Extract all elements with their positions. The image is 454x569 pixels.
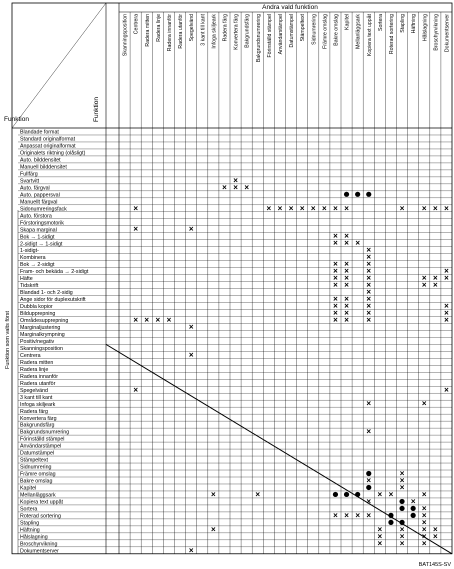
x-mark: × xyxy=(310,203,316,213)
x-mark: × xyxy=(444,315,449,325)
x-mark: × xyxy=(344,231,349,241)
x-mark: × xyxy=(344,510,349,520)
x-mark: × xyxy=(277,203,283,213)
x-mark: × xyxy=(133,315,138,325)
column-label: Bakre omslag xyxy=(333,14,340,46)
x-mark: × xyxy=(344,301,349,311)
x-mark: × xyxy=(421,524,427,534)
x-mark: × xyxy=(333,315,338,325)
column-labels xyxy=(123,13,451,62)
x-mark: × xyxy=(333,231,338,241)
row-label: Radera innanför xyxy=(20,373,58,380)
x-mark: × xyxy=(333,510,338,520)
row-label: Bildupprepning xyxy=(20,311,56,318)
row-label: Sidonumreringsfack xyxy=(20,206,67,213)
x-mark: × xyxy=(333,280,338,290)
x-mark: × xyxy=(366,280,372,290)
x-mark: × xyxy=(133,203,138,213)
side-caption: Funktion som valts först xyxy=(5,310,11,370)
row-label: Stämpeltext xyxy=(20,457,48,464)
row-label: Blandad 1- och 2-sidig xyxy=(20,290,73,297)
x-mark: × xyxy=(188,322,194,332)
row-label: Radera mitten xyxy=(20,359,54,366)
x-mark: × xyxy=(344,203,349,213)
x-mark: × xyxy=(333,273,338,283)
row-label: Radera färg xyxy=(20,408,48,415)
x-mark: × xyxy=(211,524,216,534)
x-mark: × xyxy=(266,203,272,213)
dot-mark xyxy=(366,485,371,490)
x-mark: × xyxy=(188,224,194,234)
row-label: Skapa marginal xyxy=(20,227,57,234)
column-label: Radera utanför xyxy=(178,14,185,49)
dot-mark xyxy=(399,506,404,511)
x-mark: × xyxy=(155,315,161,325)
x-mark: × xyxy=(333,238,338,248)
x-mark: × xyxy=(421,531,427,541)
x-mark: × xyxy=(344,266,349,276)
column-label: Stämpeltext xyxy=(300,14,307,42)
row-label: Auto. förstora xyxy=(20,213,52,220)
x-mark: × xyxy=(133,385,138,395)
row-label: Svartvitt xyxy=(20,178,40,185)
x-mark: × xyxy=(421,517,427,527)
row-label: Originalets riktning (olåsligt) xyxy=(20,150,86,157)
column-label: Häftning xyxy=(411,14,418,34)
dot-mark xyxy=(355,492,360,497)
row-label: Häfte xyxy=(20,276,33,283)
column-label: Kapitel xyxy=(344,14,351,30)
row-label: Auto. pappersval xyxy=(20,192,60,199)
x-mark: × xyxy=(399,538,405,548)
row-label: Marginaljustering xyxy=(20,325,61,332)
x-mark: × xyxy=(233,175,238,185)
x-mark: × xyxy=(299,203,305,213)
x-mark: × xyxy=(366,427,372,437)
column-label: Bakgrundsfärg xyxy=(244,14,251,48)
row-label: Marginalkrympning xyxy=(20,332,65,338)
x-mark: × xyxy=(444,308,449,318)
x-mark: × xyxy=(366,510,372,520)
column-label: Dokumentserver xyxy=(444,14,451,53)
x-mark: × xyxy=(433,273,438,283)
row-label: Häftning xyxy=(20,527,40,534)
x-mark: × xyxy=(344,280,349,290)
outer-frame xyxy=(12,3,452,554)
column-label: Förinställd stämpel xyxy=(266,14,273,58)
x-mark: × xyxy=(399,475,405,485)
dot-mark xyxy=(344,192,349,197)
x-mark: × xyxy=(421,538,427,548)
dot-mark xyxy=(355,192,360,197)
row-label: Positiv/negativ xyxy=(20,338,55,345)
x-mark: × xyxy=(388,489,394,499)
x-mark: × xyxy=(444,203,449,213)
column-label: Infoga skiljeark xyxy=(211,14,218,49)
row-label: Mellanläggsark xyxy=(20,492,56,499)
row-label: Bakgrundsnumrering xyxy=(20,429,70,436)
x-mark: × xyxy=(444,266,449,276)
x-mark: × xyxy=(366,399,372,409)
x-mark: × xyxy=(333,259,338,269)
row-label: Kapitel xyxy=(20,485,37,492)
funktion-vertical-label: Funktion xyxy=(93,97,100,122)
row-label: Auto. bilddensitet xyxy=(20,157,61,164)
x-mark: × xyxy=(366,252,372,262)
x-mark: × xyxy=(344,294,349,304)
row-label: Områdesupprepning xyxy=(20,318,69,325)
x-mark: × xyxy=(421,510,427,520)
row-label: Auto. färgval xyxy=(20,185,50,192)
x-mark: × xyxy=(133,224,138,234)
x-mark: × xyxy=(433,531,438,541)
x-mark: × xyxy=(333,203,338,213)
row-label: Tidskrift xyxy=(20,283,39,290)
x-mark: × xyxy=(421,503,427,513)
column-label: Radera mitten xyxy=(144,14,151,47)
x-mark: × xyxy=(344,273,349,283)
x-mark: × xyxy=(344,238,349,248)
row-label: Förinställd stämpel xyxy=(20,436,65,443)
row-label: Spegelvänd xyxy=(20,387,48,394)
column-label: Främre omslag xyxy=(322,14,329,49)
dot-mark xyxy=(366,192,371,197)
x-mark: × xyxy=(233,182,238,192)
row-label: Användarstämpel xyxy=(20,443,62,450)
figure-id: BAT145S-SV xyxy=(418,562,451,568)
x-mark: × xyxy=(188,350,194,360)
row-label: 2-sidigt → 1-sidigt xyxy=(20,241,63,248)
x-mark: × xyxy=(344,259,349,269)
column-label: Hålslagning xyxy=(422,14,429,42)
row-label: Sortera xyxy=(20,506,38,513)
row-label: Blandade format xyxy=(20,129,59,136)
row-label: Anpassat originalformat xyxy=(20,143,76,150)
x-mark: × xyxy=(366,266,372,276)
row-label: Bok → 2-sidigt xyxy=(20,262,55,269)
x-mark: × xyxy=(355,238,360,248)
x-mark: × xyxy=(399,531,405,541)
column-label: Stapling xyxy=(400,14,407,33)
x-mark: × xyxy=(366,308,372,318)
row-label: Radera linje xyxy=(20,366,49,373)
row-label: Främre omslag xyxy=(20,471,56,478)
row-label: Skanningsposition xyxy=(20,345,63,352)
column-label: Datumstämpel xyxy=(289,14,296,48)
column-label: Konvertera färg xyxy=(233,14,240,50)
column-label: Radera innanför xyxy=(166,14,173,52)
x-mark: × xyxy=(433,524,438,534)
row-label: Datumstämpel xyxy=(20,450,55,457)
grid-lines xyxy=(18,12,452,554)
x-mark: × xyxy=(366,475,372,485)
top-title: Andra vald funktion xyxy=(262,4,318,11)
x-mark: × xyxy=(366,287,372,297)
column-label: Spegelvänd xyxy=(189,14,196,42)
column-label: Radera linje xyxy=(155,14,162,42)
x-mark: × xyxy=(377,524,383,534)
x-mark: × xyxy=(333,266,338,276)
x-mark: × xyxy=(366,301,372,311)
x-mark: × xyxy=(421,399,427,409)
row-label: Radera utanför xyxy=(20,380,56,387)
row-label: Dokumentserver xyxy=(20,548,59,555)
row-label: Bok → 1-sidigt xyxy=(20,234,55,241)
row-label: Kombinera xyxy=(20,255,46,262)
x-mark: × xyxy=(344,315,349,325)
row-label: Fram- och bekäda → 2-sidigt xyxy=(20,269,89,276)
x-mark: × xyxy=(377,531,383,541)
row-label: 3 kant till kant xyxy=(20,394,53,401)
column-label: Bakgrundsnumrering xyxy=(255,14,262,63)
dot-mark xyxy=(399,499,404,504)
x-mark: × xyxy=(366,496,372,506)
x-mark: × xyxy=(433,280,438,290)
dot-mark xyxy=(333,492,338,497)
x-mark: × xyxy=(222,182,227,192)
column-label: Sidnumrering xyxy=(311,14,318,45)
x-mark: × xyxy=(366,273,372,283)
row-label: Ange sidor för duplexutskrift xyxy=(20,297,86,304)
x-mark: × xyxy=(421,280,427,290)
x-mark: × xyxy=(399,203,405,213)
row-label: Konvertera färg xyxy=(20,415,57,422)
column-label: Användarstämpel xyxy=(277,14,284,55)
x-mark: × xyxy=(421,203,427,213)
x-mark: × xyxy=(355,510,360,520)
x-mark: × xyxy=(377,538,383,548)
row-label: Bakgrundsfärg xyxy=(20,422,55,429)
row-label: Bakre omslag xyxy=(20,478,53,485)
x-mark: × xyxy=(144,315,150,325)
column-label: Skanningsposition xyxy=(122,14,129,57)
row-label: Fullfärg xyxy=(20,171,38,178)
x-mark: × xyxy=(366,245,372,255)
row-label: Sidnumrering xyxy=(20,464,52,471)
x-mark: × xyxy=(433,203,438,213)
dot-mark xyxy=(388,513,393,518)
x-mark: × xyxy=(421,273,427,283)
x-mark: × xyxy=(399,524,405,534)
column-label: Sortera xyxy=(377,14,384,32)
column-label: Broschyrvikning xyxy=(433,14,440,51)
x-mark: × xyxy=(166,315,172,325)
row-label: Standard originalformat xyxy=(20,136,76,143)
funktion-label: Funktion xyxy=(4,116,29,123)
x-mark: × xyxy=(410,496,416,506)
row-label: Kopiera text uppåt xyxy=(20,499,63,506)
dot-mark xyxy=(388,520,393,525)
row-labels xyxy=(20,130,89,555)
x-mark: × xyxy=(399,482,405,492)
column-label: Mellanläggsark xyxy=(355,14,362,49)
column-label: Centrera xyxy=(133,14,140,35)
x-mark: × xyxy=(322,203,327,213)
x-mark: × xyxy=(288,203,294,213)
row-label: Förstoringsmotorik xyxy=(20,220,64,227)
x-mark: × xyxy=(399,469,405,479)
dot-mark xyxy=(344,492,349,497)
x-mark: × xyxy=(211,489,216,499)
x-mark: × xyxy=(377,489,383,499)
x-mark: × xyxy=(444,301,449,311)
row-label: Infoga skiljeark xyxy=(20,401,56,408)
row-label: Roterad sortering xyxy=(20,513,61,520)
header-diagonal xyxy=(12,3,106,128)
dot-mark xyxy=(411,506,416,511)
x-mark: × xyxy=(421,489,427,499)
row-label: Manuell bilddensitet xyxy=(20,164,67,171)
x-mark: × xyxy=(366,294,372,304)
dot-mark xyxy=(411,513,416,518)
x-mark: × xyxy=(333,294,338,304)
row-label: Manuellt färgval xyxy=(20,199,58,206)
row-label: Stapling xyxy=(20,520,40,527)
column-label: Kopiera text uppåt xyxy=(366,14,373,57)
x-mark: × xyxy=(244,182,249,192)
row-label: Centrera xyxy=(20,352,41,359)
x-mark: × xyxy=(444,385,449,395)
header-lines xyxy=(12,3,452,554)
column-label: Radera färg xyxy=(222,14,229,42)
row-label: Hålslagning xyxy=(20,534,48,541)
x-mark: × xyxy=(333,308,338,318)
column-label: 3 kant till kant xyxy=(200,14,207,46)
x-mark: × xyxy=(255,489,261,499)
row-label: 1-sidigt- xyxy=(20,248,39,255)
x-mark: × xyxy=(444,273,449,283)
x-mark: × xyxy=(344,308,349,318)
x-mark: × xyxy=(366,315,372,325)
row-label: Broschyrvikning xyxy=(20,541,58,548)
column-label: Roterad sortering xyxy=(388,14,395,55)
row-label: Dubbla kopior xyxy=(20,304,53,311)
x-mark: × xyxy=(333,301,338,311)
x-mark: × xyxy=(188,545,194,555)
x-mark: × xyxy=(366,259,372,269)
